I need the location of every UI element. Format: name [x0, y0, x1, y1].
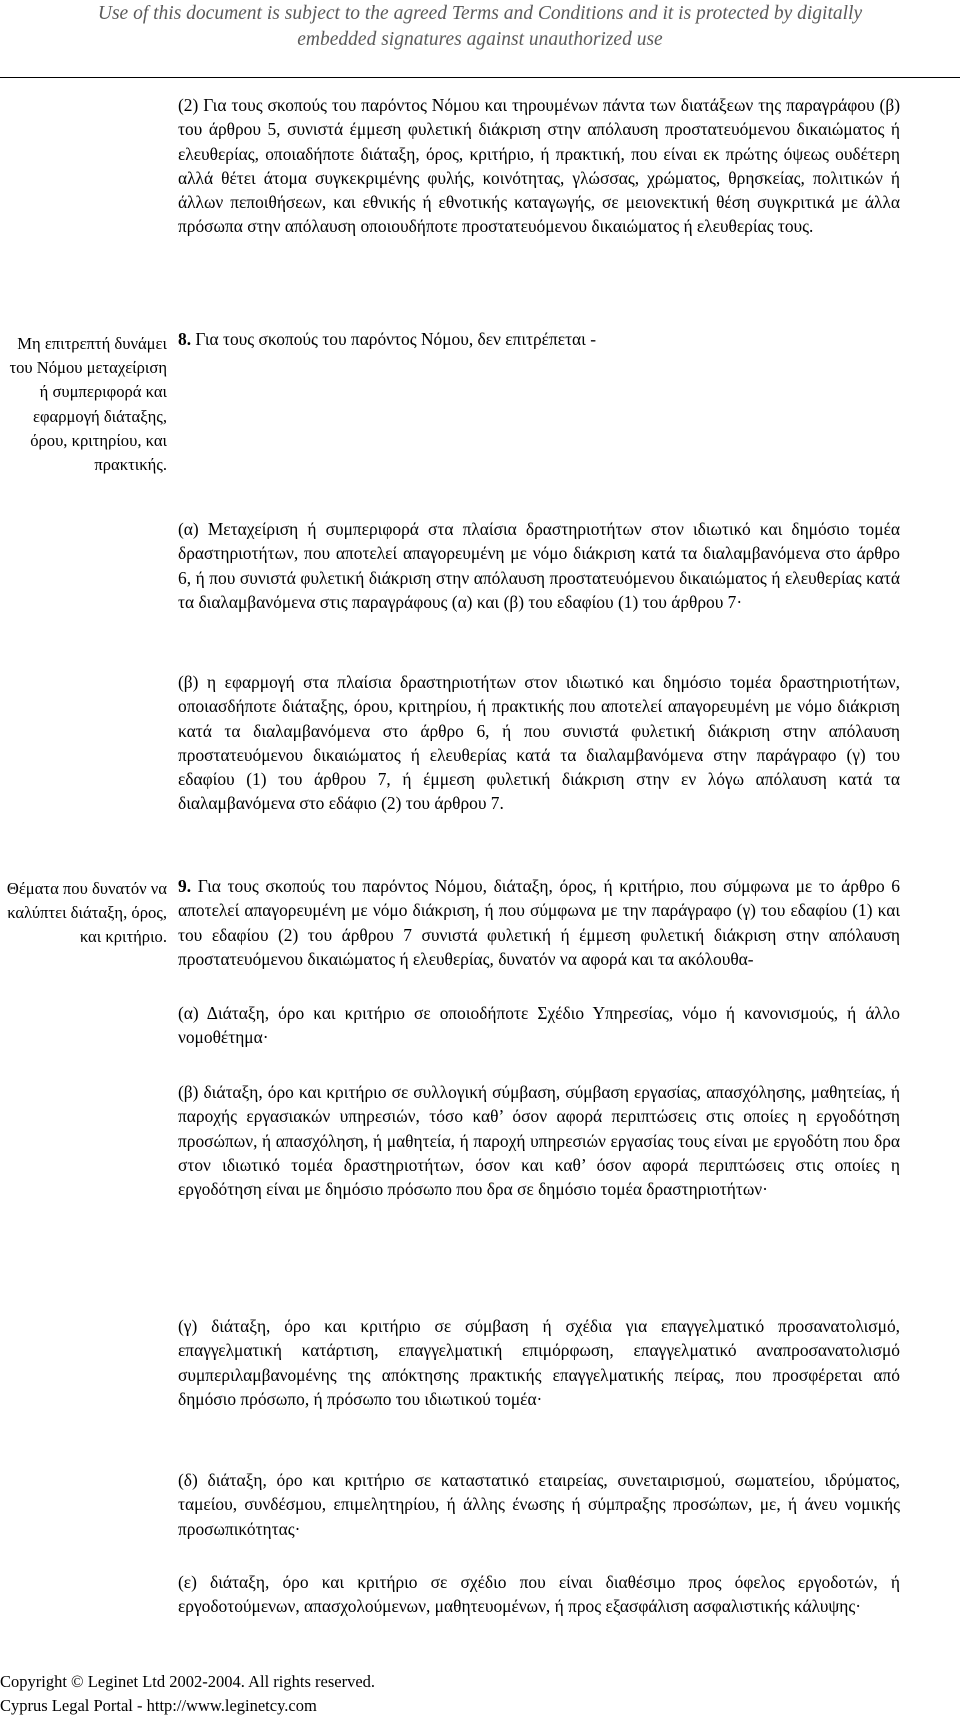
copyright-notice: Copyright © Leginet Ltd 2002-2004. All rights reserved. [0, 1672, 376, 1691]
subsection-2-paragraph: (2) Για τους σκοπούς του παρόντος Νόμου και τηρουμένων πάντα των διατάξεων της παραγράφου (β) του άρθρου 5, συνιστά έμμεση φυλετική διάκριση στην απόλαυση προστατευόμενου δικαιώματος ή ελευθερίας, οποιαδήποτε διάταξη, όρος, κριτήριο, ή πρακτική, που είναι εκ πρώτης όψεως ουδέτερη αλλά θέτει άτομα συγκεκριμένης φυλής, κοινότητας, γλώσσας, χρώματος, θρησκείας, πολιτικών ή άλλων πεποιθήσεων, και εθνικής ή εθνοτικής καταγωγής, σε μειονεκτική θέση συγκριτικά με άλλα πρόσωπα στην απόλαυση οποιουδήποτε προστατευόμενου δικαιώματος ή ελευθερίας τους. [178, 95, 900, 237]
usage-notice-header [0, 0, 960, 78]
section-9-intro-text: Για τους σκοπούς του παρόντος Νόμου, διάταξη, όρος, ή κριτήριο, που σύμφωνα με το άρθρο 6 αποτελεί απαγορευμένη με νόμο διάκριση, ή που σύμφωνα με την παράγραφο (γ) του εδαφίου (1) και του εδαφίου (2) του άρθρου 7 συνιστά φυλετική ή έμμεση φυλετική διάκριση στην απόλαυση προστατευόμενου δικαιώματος ή ελευθερίας, δυνατόν να αφορά και τα ακόλουθα- [178, 876, 900, 969]
section-8-intro [178, 327, 900, 351]
section-8-item-a: (α) Μεταχείριση ή συμπεριφορά στα πλαίσια δραστηριοτήτων στον ιδιωτικό και δημόσιο τομέα δραστηριοτήτων, που αποτελεί απαγορευμένη με νόμο διάκριση κατά τα διαλαμβανόμενα στο άρθρο 6, ή που συνιστά φυλετική διάκριση στην απόλαυση προστατευόμενου δικαιώματος ή ελευθερίας κατά τα διαλαμβανόμενα στις παραγράφους (α) και (β) του εδαφίου (1) του άρθρου 7· [178, 519, 900, 612]
usage-notice-line-1: Use of this document is subject to the agreed Terms and Conditions and it is protected by digitally [97, 3, 863, 24]
usage-notice-line-2: embedded signatures against unauthorized use [297, 29, 663, 50]
margin-note-covered-matters: Θέματα που δυνατόν να καλύπτει διάταξη, όρος, και κριτήριο. [6, 879, 167, 947]
section-9-item-b: (β) διάταξη, όρο και κριτήριο σε συλλογική σύμβαση, σύμβαση εργασίας, απασχόλησης, μαθητείας, ή παροχής εργασιακών υπηρεσιών, τόσο καθ’ όσον αφορά περιπτώσεις στις οποίες η εργοδότηση προσώπων, ή απασχόληση, ή μαθητεία, ή παροχή υπηρεσιών εργασίας τους είναι με εργοδότη που δρα στον ιδιωτικό τομέα δραστηριοτήτων, όσον και καθ’ όσον αφορά περιπτώσεις στις οποίες η εργοδότηση είναι με δημόσιο πρόσωπο που δρα σε δημόσιο τομέα δραστηριοτήτων· [178, 1082, 900, 1200]
section-8-intro-text: Για τους σκοπούς του παρόντος Νόμου, δεν επιτρέπεται - [191, 329, 596, 349]
page-footer [0, 1670, 375, 1718]
portal-credit: Cyprus Legal Portal - http://www.leginetcy.com [0, 1696, 317, 1715]
section-9-number: 9. [178, 876, 192, 896]
section-8-number: 8. [178, 329, 192, 349]
section-9-intro [178, 874, 900, 971]
section-9-item-e: (ε) διάταξη, όρο και κριτήριο σε σχέδιο που είναι διαθέσιμο προς όφελος εργοδοτών, ή εργοδοτούμενων, απασχολούμενων, μαθητευομένων, ή προς εξασφάλιση ασφαλιστικής κάλυψης· [178, 1572, 900, 1617]
section-9-item-c: (γ) διάταξη, όρο και κριτήριο σε σύμβαση ή σχέδια για επαγγελματικό προσανατολισμό, επαγγελματική κατάρτιση, επαγγελματική επιμόρφωση, επαγγελματικό αναπροσανατολισμό συμπεριλαμβανομένης της απόκτησης πρακτικής επαγγελματικής πείρας, που προσφέρεται από δημόσιο πρόσωπο, ή πρόσωπο του ιδιωτικού τομέα· [178, 1316, 900, 1409]
section-8-item-b: (β) η εφαρμογή στα πλαίσια δραστηριοτήτων στον ιδιωτικό και δημόσιο τομέα δραστηριοτήτων, οποιασδήποτε διάταξης, όρου, κριτηρίου, ή πρακτικής που αποτελεί απαγορευμένη με νόμο διάκριση κατά τα διαλαμβανόμενα στο άρθρο 6, ή που συνιστά φυλετική διάκριση στην απόλαυση προστατευόμενου δικαιώματος ή ελευθερίας κατά τα διαλαμβανόμενα στην παράγραφο (γ) του εδαφίου (1) του άρθρου 7, ή έμμεση φυλετική διάκριση στην εν λόγω απόλαυση κατά τα διαλαμβανόμενα στο εδάφιο (2) του άρθρου 7. [178, 672, 900, 814]
margin-note-prohibited-treatment: Μη επιτρεπτή δυνάμει του Νόμου μεταχείριση ή συμπεριφορά και εφαρμογή διάταξης, όρου, κριτηρίου, και πρακτικής. [9, 334, 167, 475]
section-9-item-a: (α) Διάταξη, όρο και κριτήριο σε οποιοδήποτε Σχέδιο Υπηρεσίας, νόμο ή κανονισμούς, ή άλλο νομοθέτημα· [178, 1003, 900, 1048]
section-9-item-d: (δ) διάταξη, όρο και κριτήριο σε καταστατικό εταιρείας, συνεταιρισμού, σωματείου, ιδρύματος, ταμείου, συνδέσμου, επιμελητηρίου, ή άλλης ένωσης ή σύμπραξης προσώπων, με, ή άνευ νομικής προσωπικότητας· [178, 1470, 900, 1539]
